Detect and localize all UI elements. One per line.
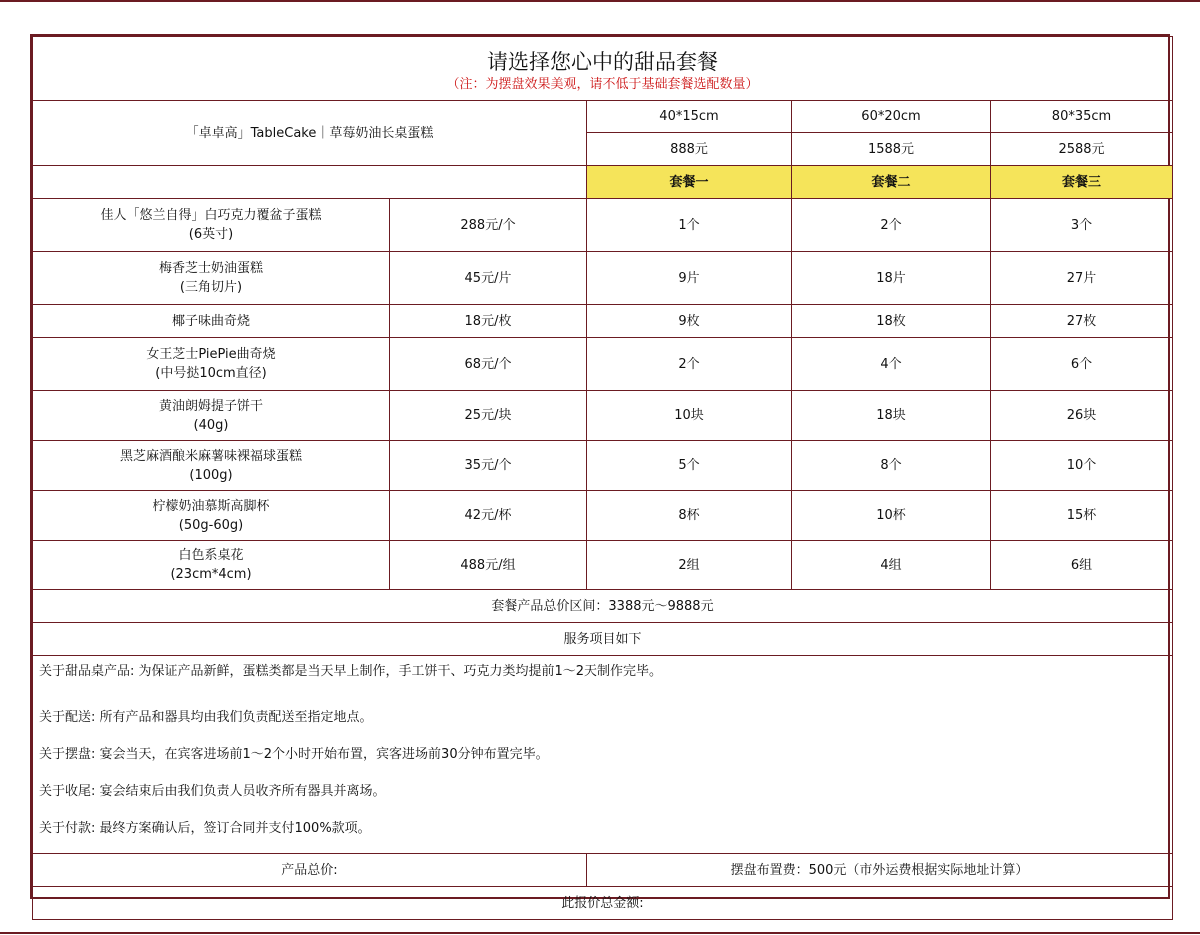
services-list: [33, 656, 1173, 854]
item-name-cell: [33, 541, 390, 590]
item-name: 黑芝麻酒酿米麻薯味裸福球蛋糕: [119, 448, 302, 464]
package-1-header: 套餐一: [587, 166, 792, 199]
item-price: 18元/枚: [390, 305, 587, 338]
item-qty-3: 15杯: [991, 491, 1173, 541]
item-price: 488元/组: [390, 541, 587, 590]
price-2: 1588元: [792, 133, 991, 166]
price-range: 套餐产品总价区间：3388元～9888元: [33, 590, 1173, 623]
quote-sheet: [30, 34, 1170, 911]
service-item: 关于付款: 最终方案确认后，签订合同并支付100%款项。: [39, 821, 371, 836]
item-qty-1: 8杯: [587, 491, 792, 541]
item-qty-2: 10杯: [792, 491, 991, 541]
item-spec: (40g): [193, 417, 229, 433]
item-spec: (50g-60g): [178, 517, 244, 533]
item-qty-2: 18块: [792, 391, 991, 441]
item-qty-1: 10块: [587, 391, 792, 441]
item-name: 白色系桌花: [178, 548, 244, 563]
quote-total-label: 此报价总金额:: [33, 887, 1173, 920]
service-item: 关于摆盘: 宴会当天，在宾客进场前1～2个小时开始布置，宾客进场前30分钟布置完毕。: [39, 747, 549, 762]
services-title: 服务项目如下: [33, 623, 1173, 656]
item-name: 女王芝士PiePie曲奇烧: [146, 347, 276, 362]
item-name-cell: [33, 338, 390, 391]
item-qty-1: 9片: [587, 252, 792, 305]
item-name: 椰子味曲奇烧: [33, 305, 390, 338]
item-price: 35元/个: [390, 441, 587, 491]
item-name-cell: [33, 252, 390, 305]
size-1: 40*15cm: [587, 101, 792, 133]
item-qty-3: 26块: [991, 391, 1173, 441]
item-name: 佳人「悠兰自得」白巧克力覆盆子蛋糕: [100, 208, 322, 223]
table-row: [33, 199, 1173, 252]
item-qty-1: 2个: [587, 338, 792, 391]
item-price: 45元/片: [390, 252, 587, 305]
item-name-cell: [33, 441, 390, 491]
item-qty-3: 6组: [991, 541, 1173, 590]
package-2-header: 套餐二: [792, 166, 991, 199]
item-qty-2: 4个: [792, 338, 991, 391]
top-rule: [0, 0, 1200, 2]
item-price: 42元/杯: [390, 491, 587, 541]
item-qty-2: 8个: [792, 441, 991, 491]
table-row: [33, 338, 1173, 391]
item-qty-1: 5个: [587, 441, 792, 491]
table-row: [33, 491, 1173, 541]
size-2: 60*20cm: [792, 101, 991, 133]
item-spec: (中号挞10cm直径): [155, 366, 267, 381]
item-qty-1: 1个: [587, 199, 792, 252]
bottom-rule: [0, 932, 1200, 934]
setup-fee: 摆盘布置费：500元（市外运费根据实际地址计算）: [587, 854, 1173, 887]
service-item: 关于甜品桌产品: 为保证产品新鲜，蛋糕类都是当天早上制作，手工饼干、巧克力类均提前1～2天制作完毕。: [39, 664, 663, 679]
page-title: 请选择您心中的甜品套餐: [487, 49, 718, 74]
item-qty-3: 10个: [991, 441, 1173, 491]
item-qty-2: 2个: [792, 199, 991, 252]
page-note: （注：为摆盘效果美观，请不低于基础套餐选配数量）: [446, 76, 759, 92]
item-spec: (三角切片): [179, 280, 243, 295]
table-row: [33, 391, 1173, 441]
package-3-header: 套餐三: [991, 166, 1173, 199]
item-spec: (100g): [189, 467, 233, 483]
item-name: 柠檬奶油慕斯高脚杯: [152, 498, 270, 514]
table-row: [33, 252, 1173, 305]
item-qty-1: 2组: [587, 541, 792, 590]
item-qty-3: 6个: [991, 338, 1173, 391]
item-price: 25元/块: [390, 391, 587, 441]
product-total-label: 产品总价:: [33, 854, 587, 887]
item-spec: (6英寸): [188, 227, 234, 242]
size-3: 80*35cm: [991, 101, 1173, 133]
price-1: 888元: [587, 133, 792, 166]
item-qty-2: 4组: [792, 541, 991, 590]
item-qty-3: 27枚: [991, 305, 1173, 338]
item-price: 288元/个: [390, 199, 587, 252]
item-qty-3: 3个: [991, 199, 1173, 252]
table-row: [33, 441, 1173, 491]
item-name: 梅香芝士奶油蛋糕: [158, 261, 263, 276]
title-cell: [33, 37, 1173, 101]
item-price: 68元/个: [390, 338, 587, 391]
service-item: 关于收尾: 宴会结束后由我们负责人员收齐所有器具并离场。: [39, 784, 386, 799]
table-row: [33, 305, 1173, 338]
price-3: 2588元: [991, 133, 1173, 166]
item-qty-3: 27片: [991, 252, 1173, 305]
item-qty-2: 18枚: [792, 305, 991, 338]
item-name-cell: [33, 491, 390, 541]
main-product-name: 「卓卓高」TableCake｜草莓奶油长桌蛋糕: [33, 101, 587, 166]
item-name-cell: [33, 391, 390, 441]
item-name: 黄油朗姆提子饼干: [158, 398, 263, 414]
item-qty-2: 18片: [792, 252, 991, 305]
item-qty-1: 9枚: [587, 305, 792, 338]
service-item: 关于配送: 所有产品和器具均由我们负责配送至指定地点。: [39, 710, 373, 725]
item-name-cell: [33, 199, 390, 252]
table-row: [33, 541, 1173, 590]
blank-cell: [33, 166, 587, 199]
item-spec: (23cm*4cm): [170, 567, 252, 582]
package-table: [32, 36, 1173, 920]
